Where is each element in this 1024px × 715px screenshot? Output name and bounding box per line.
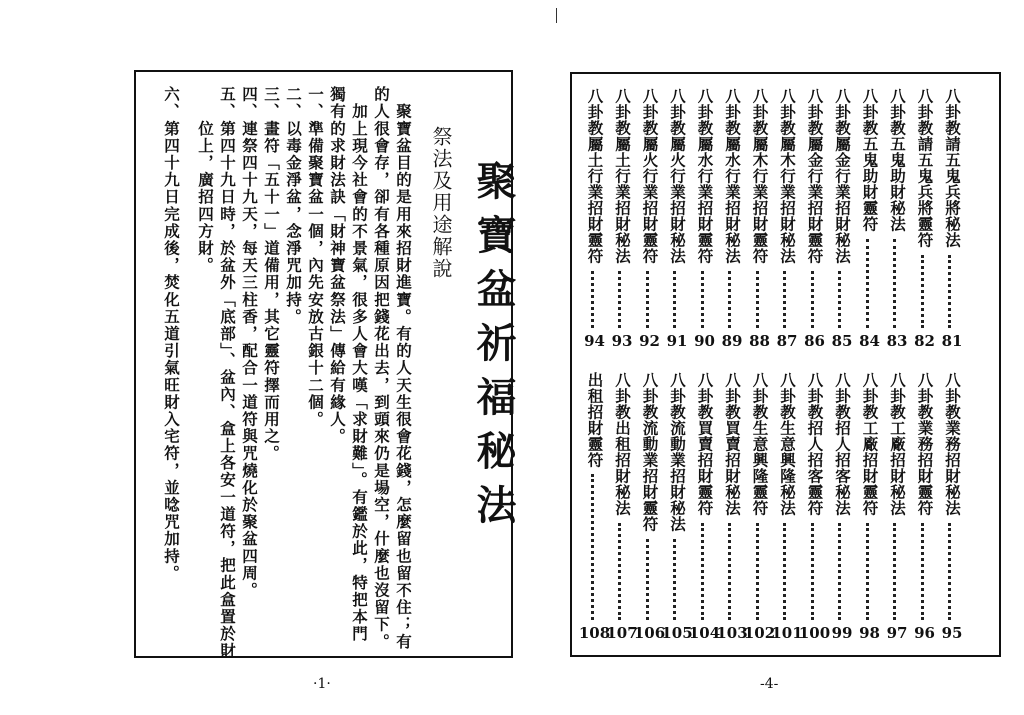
toc-entry-title: 八卦教業務招財秘法 xyxy=(943,372,962,516)
toc-page-number: 88 xyxy=(749,332,770,350)
toc-page-number: 108 xyxy=(578,624,611,642)
toc-leader-dots xyxy=(701,271,708,328)
body-line: 聚寶盆目的是用來招財進寶。有的人天生很會花錢，怎麼留也留不住；有 xyxy=(394,86,413,651)
toc-page-number: 106 xyxy=(633,624,666,642)
toc-page-number: 96 xyxy=(914,624,935,642)
toc-entry-title: 八卦教屬木行業招財秘法 xyxy=(778,88,797,264)
toc-leader-dots xyxy=(948,255,955,328)
toc-page-number: 100 xyxy=(798,624,831,642)
toc-page-number: 107 xyxy=(606,624,638,642)
toc-leader-dots xyxy=(618,271,625,328)
toc-leader-dots xyxy=(701,523,708,620)
toc-leader-dots xyxy=(783,271,790,328)
toc-entry-title: 八卦教買賣招財靈符 xyxy=(695,372,715,516)
toc-entry[interactable] xyxy=(743,372,776,642)
toc-leader-dots xyxy=(893,239,900,328)
toc-entry[interactable] xyxy=(913,372,937,642)
toc-entry-title: 八卦教生意興隆靈符 xyxy=(750,372,770,516)
body-line: 五、第四十九日時，於盆外「底部」、盆內、盒上各安一道符，把此盒置於財 xyxy=(218,86,237,660)
body-line: 的人很會存，卻有各種原因把錢花出去，到頭來仍是場空，什麼也沒留下。 xyxy=(372,86,391,651)
toc-page-number: 101 xyxy=(771,624,803,642)
toc-entry[interactable] xyxy=(578,372,611,642)
toc-page-number: 95 xyxy=(941,624,963,642)
toc-leader-dots xyxy=(838,271,845,328)
toc-page-number: 83 xyxy=(886,332,908,350)
toc-page-number: 103 xyxy=(716,624,748,642)
toc-entry-title: 八卦教業務招財靈符 xyxy=(915,372,935,516)
toc-entry[interactable] xyxy=(940,372,964,642)
toc-leader-dots xyxy=(646,539,653,620)
toc-leader-dots xyxy=(866,239,873,328)
toc-page-number: 98 xyxy=(859,624,880,642)
toc-entry[interactable] xyxy=(606,372,638,642)
toc-leader-dots xyxy=(673,539,680,620)
toc-page-number: 104 xyxy=(688,624,721,642)
right-page xyxy=(512,0,1024,715)
toc-entry-title: 八卦教屬火行業招財秘法 xyxy=(668,88,687,264)
toc-leader-dots xyxy=(921,523,928,620)
toc-entry-title: 八卦教五鬼助財靈符 xyxy=(860,88,880,232)
toc-entry[interactable] xyxy=(771,372,803,642)
toc-leader-dots xyxy=(838,523,845,620)
toc-entry[interactable] xyxy=(716,372,748,642)
toc-leader-dots xyxy=(756,523,763,620)
body-line: 一、準備聚寶盆一個，內先安放古銀十二個。 xyxy=(306,86,325,428)
toc-page-number: 102 xyxy=(743,624,776,642)
toc-page-number: 105 xyxy=(661,624,693,642)
body-line: 位上，廣招四方財。 xyxy=(196,86,215,275)
toc-page-number: 85 xyxy=(831,332,853,350)
toc-leader-dots xyxy=(948,523,955,620)
toc-leader-dots xyxy=(591,271,598,328)
toc-entry[interactable] xyxy=(661,372,693,642)
toc-entry-title: 八卦教工廠招財秘法 xyxy=(888,372,907,516)
toc-entry[interactable] xyxy=(830,372,854,642)
toc-entry-title: 八卦教招人招客秘法 xyxy=(833,372,852,516)
toc-leader-dots xyxy=(673,271,680,328)
toc-entry[interactable] xyxy=(858,372,882,642)
toc-page-number: 82 xyxy=(914,332,935,350)
toc-entry-title: 八卦教出租招財秘法 xyxy=(613,372,632,516)
body-line: 三、畫符「五十一」道備用，其它靈符擇而用之。 xyxy=(262,86,281,463)
toc-entry-title: 八卦教屬木行業招財靈符 xyxy=(750,88,770,264)
body-line: 加上現今社會的不景氣，很多人會大嘆「求財難」。有鑑於此，特把本門 xyxy=(350,86,369,643)
toc-entry-title: 八卦教屬金行業招財靈符 xyxy=(805,88,825,264)
toc-page-number: 86 xyxy=(804,332,825,350)
body-line: 二、以毒金淨盆，念淨咒加持。 xyxy=(284,86,303,326)
toc-entry-title: 八卦教工廠招財靈符 xyxy=(860,372,880,516)
toc-page-number: 92 xyxy=(639,332,660,350)
body-line: 六、第四十九日完成後，焚化五道引氣旺財入宅符，並唸咒加持。 xyxy=(162,86,181,582)
toc-entry[interactable] xyxy=(633,372,666,642)
toc-page-number: 89 xyxy=(721,332,743,350)
page-number: ·1· xyxy=(313,676,331,692)
toc-leader-dots xyxy=(756,271,763,328)
toc-entry-title: 八卦教生意興隆秘法 xyxy=(778,372,797,516)
toc-leader-dots xyxy=(591,474,598,620)
toc-entry-title: 八卦教屬金行業招財秘法 xyxy=(833,88,852,264)
page-title: 聚寶盆祈福秘法 xyxy=(470,160,517,538)
toc-page-number: 99 xyxy=(831,624,853,642)
toc-leader-dots xyxy=(728,523,735,620)
toc-entry-title: 八卦教買賣招財秘法 xyxy=(723,372,742,516)
toc-entry[interactable] xyxy=(688,372,721,642)
toc-page-number: 97 xyxy=(886,624,908,642)
toc-leader-dots xyxy=(811,271,818,328)
toc-page-number: 81 xyxy=(941,332,963,350)
toc-leader-dots xyxy=(728,271,735,328)
toc-entry-title: 八卦教五鬼助財秘法 xyxy=(888,88,907,232)
page-number: -4- xyxy=(760,676,779,692)
toc-leader-dots xyxy=(646,271,653,328)
toc-leader-dots xyxy=(866,523,873,620)
toc-entry-title: 八卦教流動業招財靈符 xyxy=(640,372,660,532)
body-line: 四、連祭四十九天，每天三柱香，配合一道符與咒燒化於聚盆四周。 xyxy=(240,86,259,599)
toc-entry-title: 八卦教請五鬼兵將靈符 xyxy=(915,88,935,248)
body-line: 獨有的求財法訣「財神寶盆祭法」傳給有緣人。 xyxy=(328,86,347,446)
toc-leader-dots xyxy=(811,523,818,620)
toc-entry-title: 八卦教屬土行業招財秘法 xyxy=(613,88,632,264)
toc-entry[interactable] xyxy=(885,372,909,642)
toc-page-number: 84 xyxy=(859,332,880,350)
toc-entry-title: 八卦教流動業招財秘法 xyxy=(668,372,687,532)
toc-entry-title: 八卦教屬水行業招財靈符 xyxy=(695,88,715,264)
toc-leader-dots xyxy=(893,523,900,620)
toc-leader-dots xyxy=(783,523,790,620)
toc-page-number: 87 xyxy=(776,332,798,350)
toc-entry-title: 八卦教請五鬼兵將秘法 xyxy=(943,88,962,248)
page-subtitle: 祭法及用途解說 xyxy=(429,126,453,280)
toc-entry-title: 八卦教屬土行業招財靈符 xyxy=(585,88,605,264)
toc-entry-title: 八卦教招人招客靈符 xyxy=(805,372,825,516)
toc-leader-dots xyxy=(618,523,625,620)
toc-entry-title: 八卦教屬水行業招財秘法 xyxy=(723,88,742,264)
toc-entry-title: 出租招財靈符 xyxy=(585,372,605,468)
toc-page-number: 91 xyxy=(666,332,688,350)
toc-leader-dots xyxy=(921,255,928,328)
toc-entry-title: 八卦教屬火行業招財靈符 xyxy=(640,88,660,264)
toc-page-number: 93 xyxy=(611,332,633,350)
crop-mark xyxy=(556,8,557,23)
toc-entry[interactable] xyxy=(798,372,831,642)
toc-page-number: 94 xyxy=(584,332,605,350)
toc-page-number: 90 xyxy=(694,332,715,350)
